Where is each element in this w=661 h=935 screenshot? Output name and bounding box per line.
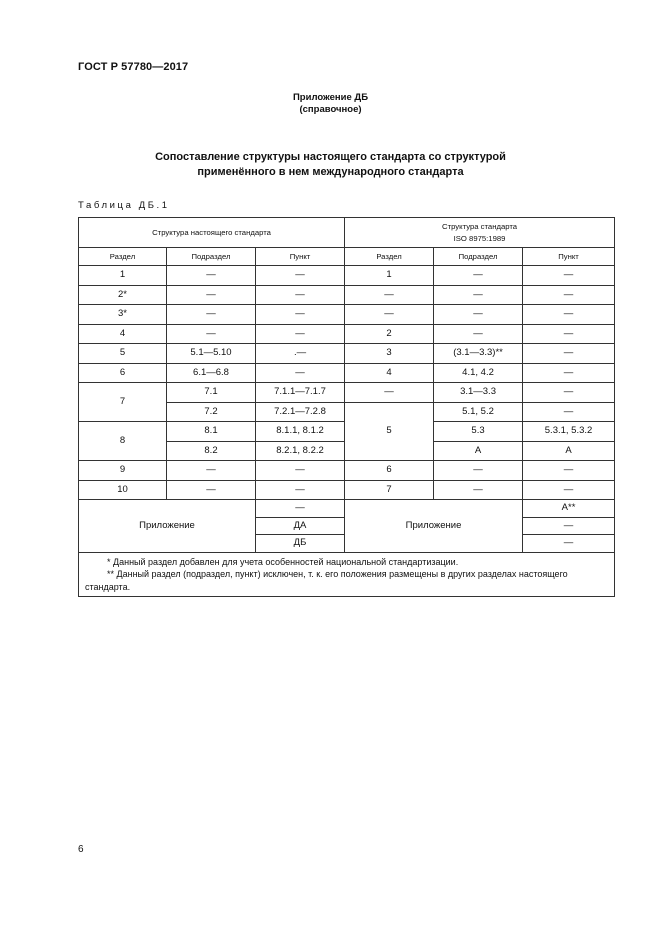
- cell: —: [434, 305, 523, 325]
- cell: —: [167, 266, 256, 286]
- cell: —: [434, 285, 523, 305]
- cell: 8.1.1, 8.1.2: [256, 422, 345, 442]
- appendix-label-left: Приложение: [79, 500, 256, 553]
- table-row: [79, 363, 615, 383]
- cell: —: [523, 383, 615, 403]
- cell: 5.1—5.10: [167, 344, 256, 364]
- table-row: [79, 480, 615, 500]
- cell: А: [434, 441, 523, 461]
- table-row: [79, 344, 615, 364]
- cell: 4: [79, 324, 167, 344]
- cell: —: [523, 535, 615, 553]
- cell: ДБ: [256, 535, 345, 553]
- cell: 7.2.1—7.2.8: [256, 402, 345, 422]
- cell: 7: [79, 383, 167, 422]
- cell: 6: [345, 461, 434, 481]
- comparison-table: [78, 217, 615, 597]
- group-header-right: [345, 218, 615, 248]
- table-column-header: [79, 248, 615, 266]
- group-header-left: Структура настоящего стандарта: [79, 218, 345, 248]
- cell: —: [256, 363, 345, 383]
- cell: —: [434, 461, 523, 481]
- table-row: [79, 305, 615, 325]
- cell: 3: [345, 344, 434, 364]
- annex-status: (справочное): [299, 104, 362, 115]
- cell: —: [523, 461, 615, 481]
- cell: ДА: [256, 517, 345, 535]
- cell: —: [523, 324, 615, 344]
- cell: 1: [345, 266, 434, 286]
- cell: —: [256, 461, 345, 481]
- cell: —: [345, 383, 434, 403]
- annex-name: Приложение ДБ: [292, 92, 369, 103]
- cell: 5: [345, 402, 434, 461]
- col-header-punkt: Пункт: [256, 248, 345, 266]
- cell: 8.1: [167, 422, 256, 442]
- cell: .—: [256, 344, 345, 364]
- cell: 8.2.1, 8.2.2: [256, 441, 345, 461]
- cell: —: [523, 305, 615, 325]
- cell: —: [256, 266, 345, 286]
- appendix-label-right: Приложение: [345, 500, 523, 553]
- cell: 7.2: [167, 402, 256, 422]
- footnote-2: ** Данный раздел (подраздел, пункт) исключен, т. к. его положения размещены в других разделах настоящего стандарта.: [85, 569, 568, 592]
- cell: —: [434, 480, 523, 500]
- col-header-razdel-iso: Раздел: [345, 248, 434, 266]
- cell: —: [523, 344, 615, 364]
- cell: —: [256, 480, 345, 500]
- cell: 6.1—6.8: [167, 363, 256, 383]
- cell: 2: [345, 324, 434, 344]
- footnote-1: * Данный раздел добавлен для учета особенностей национальной стандартизации.: [107, 556, 459, 567]
- cell: —: [523, 266, 615, 286]
- cell: —: [167, 324, 256, 344]
- cell: 3*: [79, 305, 167, 325]
- cell: 7.1.1—7.1.7: [256, 383, 345, 403]
- appendix-row: [79, 500, 615, 518]
- cell: —: [434, 324, 523, 344]
- table-group-header: [79, 218, 615, 248]
- cell: —: [256, 285, 345, 305]
- col-header-punkt-iso: Пункт: [523, 248, 615, 266]
- cell: —: [523, 402, 615, 422]
- cell: —: [256, 500, 345, 518]
- annex-title: [0, 92, 661, 116]
- col-header-podrazdel: Подраздел: [167, 248, 256, 266]
- cell: —: [256, 324, 345, 344]
- cell: 8.2: [167, 441, 256, 461]
- table-row: [79, 285, 615, 305]
- cell: —: [345, 305, 434, 325]
- group-header-right-line1: Структура стандарта: [442, 221, 518, 231]
- cell: 5.3.1, 5.3.2: [523, 422, 615, 442]
- cell: —: [167, 480, 256, 500]
- cell: 3.1—3.3: [434, 383, 523, 403]
- table-row: [79, 324, 615, 344]
- cell: —: [167, 461, 256, 481]
- cell: (3.1—3.3)**: [434, 344, 523, 364]
- page-number: 6: [78, 844, 84, 855]
- heading-line-2: применённого в нем международного стандарта: [197, 166, 464, 178]
- cell: 7: [345, 480, 434, 500]
- cell: А**: [523, 500, 615, 518]
- cell: 6: [79, 363, 167, 383]
- cell: —: [523, 517, 615, 535]
- cell: 8: [79, 422, 167, 461]
- cell: —: [523, 285, 615, 305]
- cell: 4.1, 4.2: [434, 363, 523, 383]
- table-caption: Таблица ДБ.1: [78, 200, 170, 211]
- cell: —: [167, 285, 256, 305]
- cell: —: [256, 305, 345, 325]
- section-heading: [0, 150, 661, 180]
- col-header-razdel: Раздел: [79, 248, 167, 266]
- group-header-right-line2: ISO 8975:1989: [453, 233, 506, 243]
- table-notes: [79, 552, 615, 597]
- cell: 5: [79, 344, 167, 364]
- cell: —: [167, 305, 256, 325]
- cell: 10: [79, 480, 167, 500]
- table-row: [79, 383, 615, 403]
- table-row: [79, 266, 615, 286]
- table-row: [79, 461, 615, 481]
- simple-rows: [79, 266, 615, 383]
- cell: А: [523, 441, 615, 461]
- cell: —: [345, 285, 434, 305]
- cell: 9: [79, 461, 167, 481]
- heading-line-1: Сопоставление структуры настоящего стандарта со структурой: [155, 151, 506, 163]
- cell: 4: [345, 363, 434, 383]
- col-header-podrazdel-iso: Подраздел: [434, 248, 523, 266]
- cell: 7.1: [167, 383, 256, 403]
- cell: 2*: [79, 285, 167, 305]
- cell: 5.3: [434, 422, 523, 442]
- cell: 5.1, 5.2: [434, 402, 523, 422]
- cell: —: [523, 480, 615, 500]
- cell: —: [523, 363, 615, 383]
- document-id: ГОСТ Р 57780—2017: [78, 61, 189, 73]
- notes-row: [79, 552, 615, 597]
- cell: —: [434, 266, 523, 286]
- cell: 1: [79, 266, 167, 286]
